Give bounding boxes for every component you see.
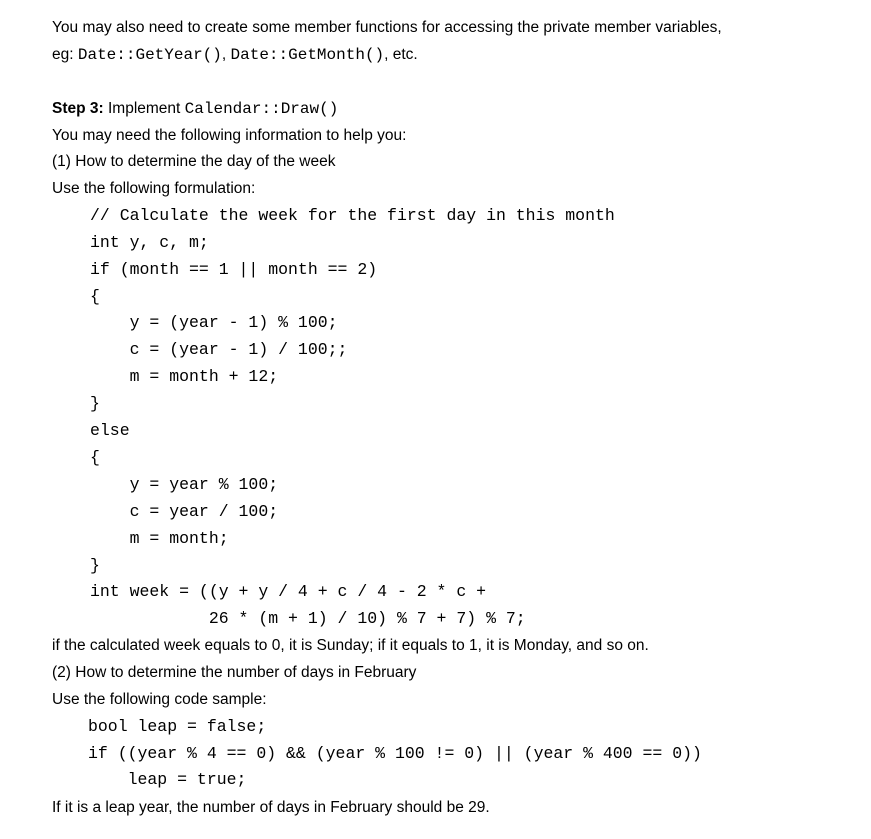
eg-separator: ,: [221, 46, 231, 63]
section2-use-line: Use the following code sample:: [52, 691, 267, 708]
section2-note: If it is a leap year, the number of days in February should be 29.: [52, 799, 490, 816]
code-get-year: Date::GetYear(): [77, 46, 222, 64]
section2-heading: (2) How to determine the number of days in February: [52, 664, 417, 681]
code-line: else: [90, 421, 130, 440]
code-line: // Calculate the week for the first day in this month: [90, 206, 615, 225]
code-line: m = month;: [90, 529, 229, 548]
code-calendar-draw: Calendar::Draw(): [184, 100, 339, 118]
section1-heading: (1) How to determine the day of the week: [52, 153, 336, 170]
code-line: }: [90, 394, 100, 413]
code-line: {: [90, 287, 100, 306]
code-line: {: [90, 448, 100, 467]
code-line: 26 * (m + 1) / 10) % 7 + 7) % 7;: [90, 609, 526, 628]
code-line: leap = true;: [88, 770, 247, 789]
code-line: if ((year % 4 == 0) && (year % 100 != 0) || (year % 400 == 0)): [88, 744, 702, 763]
intro-line: You may also need to create some member functions for accessing the private member variables,: [52, 19, 722, 36]
code-line: c = (year - 1) / 100;;: [90, 340, 348, 359]
step3-heading: [52, 99, 338, 119]
eg-suffix: , etc.: [384, 46, 418, 63]
intro-example-line: [52, 45, 418, 65]
code-line: y = year % 100;: [90, 475, 279, 494]
info-line: You may need the following information to help you:: [52, 127, 407, 144]
code-line: int y, c, m;: [90, 233, 209, 252]
eg-prefix: eg:: [52, 46, 78, 63]
section1-use-line: Use the following formulation:: [52, 180, 256, 197]
code-get-month: Date::GetMonth(): [230, 46, 385, 64]
code-line: if (month == 1 || month == 2): [90, 260, 378, 279]
code-line: c = year / 100;: [90, 502, 279, 521]
code-line: }: [90, 556, 100, 575]
section1-note: if the calculated week equals to 0, it is Sunday; if it equals to 1, it is Monday, and so on.: [52, 637, 649, 654]
code-line: bool leap = false;: [88, 717, 267, 736]
step3-label: Step 3:: [52, 100, 104, 117]
step3-text: Implement: [103, 100, 185, 117]
code-line: y = (year - 1) % 100;: [90, 313, 338, 332]
code-line: m = month + 12;: [90, 367, 279, 386]
code-line: int week = ((y + y / 4 + c / 4 - 2 * c +: [90, 582, 487, 601]
